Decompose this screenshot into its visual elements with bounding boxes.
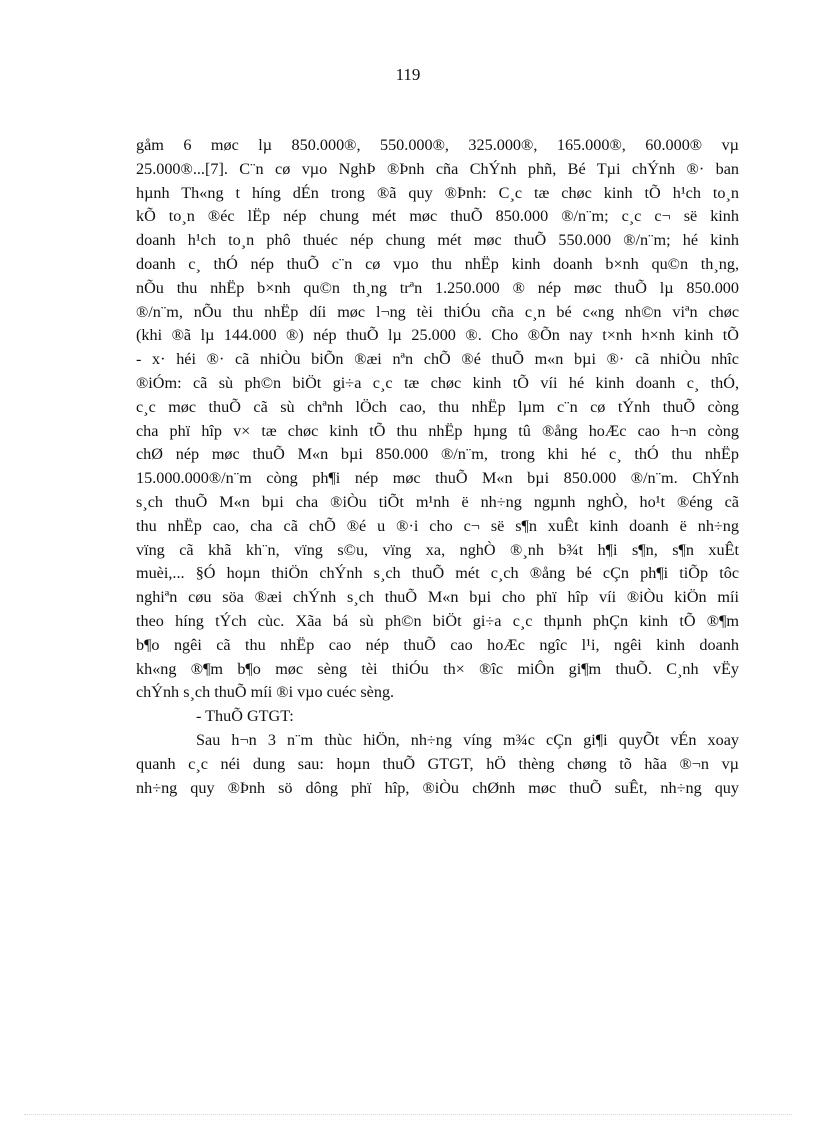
document-body: [136, 134, 739, 800]
text-line: gåm 6 møc lµ 850.000®, 550.000®, 325.000®, 165.000®, 60.000® vµ: [136, 136, 739, 154]
text-line: hµnh Th«ng t híng dÉn trong ®ã quy ®Þnh: C¸c tæ chøc kinh tÕ h¹ch to¸n: [136, 183, 739, 202]
text-line: doanh h¹ch to¸n phô thuéc nép chung mét møc thuÕ 550.000 ®/n¨m; hé kinh: [136, 231, 739, 250]
section-heading: - ThuÕ GTGT:: [196, 707, 294, 726]
text-line: (khi ®ã lµ 144.000 ®) nép thuÕ lµ 25.000 ®. Cho ®Õn nay t×nh h×nh kinh tÕ: [136, 326, 739, 345]
text-line: nÕu thu nhËp b×nh qu©n th¸ng trªn 1.250.000 ® nép møc thuÕ lµ 850.000: [136, 278, 739, 297]
text-line: kh«ng ®¶m b¶o møc sèng tèi thiÓu th× ®îc miÔn gi¶m thuÕ. C¸nh vËy: [136, 659, 739, 678]
text-line: cha phï hîp v× tæ chøc kinh tÕ thu nhËp hµng tû ®ång hoÆc cao h¬n còng: [136, 421, 739, 440]
text-line: theo híng tÝch cùc. Xãa bá sù ph©n biÖt gi÷a c¸c thµnh phÇn kinh tÕ ®¶m: [136, 611, 739, 630]
text-line: b¶o ngêi cã thu nhËp cao nép thuÕ cao hoÆc ngîc l¹i, ngêi kinh doanh: [136, 635, 739, 654]
text-line: quanh c¸c néi dung sau: hoµn thuÕ GTGT, hÖ thèng chøng tõ hãa ®¬n vµ: [136, 754, 739, 773]
text-line: s¸ch thuÕ M«n bµi cha ®iÒu tiÕt m¹nh ë nh÷ng ngµnh nghÒ, ho¹t ®éng cã: [136, 492, 739, 511]
text-line: chÝnh s¸ch thuÕ míi ®i vµo cuéc sèng.: [136, 683, 395, 702]
text-line: ®/n¨m, nÕu thu nhËp díi møc l¬ng tèi thiÓu cña c¸n bé c«ng nh©n viªn chøc: [136, 302, 739, 321]
page-bottom-divider: [24, 1114, 792, 1115]
text-line: 25.000®...[7]. C¨n cø vµo NghÞ ®Þnh cña ChÝnh phñ, Bé Tµi chÝnh ®· ban: [136, 159, 739, 178]
page-number: 119: [395, 65, 421, 84]
text-line: 15.000.000®/n¨m còng ph¶i nép møc thuÕ M«n bµi 850.000 ®/n¨m. ChÝnh: [136, 469, 739, 488]
text-line: chØ nép møc thuÕ M«n bµi 850.000 ®/n¨m, trong khi hé c¸ thÓ thu nhËp: [136, 445, 739, 464]
text-line: nghiªn cøu söa ®æi chÝnh s¸ch thuÕ M«n bµi cho phï hîp víi ®iÒu kiÖn míi: [136, 588, 739, 607]
text-line: vïng cã khã kh¨n, vïng s©u, vïng xa, nghÒ ®¸nh b¾t h¶i s¶n, s¶n xuÊt: [136, 540, 739, 559]
text-line: muèi,... §Ó hoµn thiÖn chÝnh s¸ch thuÕ mét c¸ch ®ång bé cÇn ph¶i tiÕp tôc: [136, 564, 739, 583]
text-line: doanh c¸ thÓ nép thuÕ c¨n cø vµo thu nhËp kinh doanh b×nh qu©n th¸ng,: [136, 254, 739, 273]
text-line: - x· héi ®· cã nhiÒu biÕn ®æi nªn chÕ ®é thuÕ m«n bµi ®· cã nhiÒu nhîc: [136, 350, 739, 369]
text-line: nh÷ng quy ®Þnh sö dông phï hîp, ®iÒu chØnh møc thuÕ suÊt, nh÷ng quy: [136, 778, 739, 797]
text-line: thu nhËp cao, cha cã chÕ ®é u ®·i cho c¬ së s¶n xuÊt kinh doanh ë nh÷ng: [136, 516, 739, 535]
text-line: ®iÓm: cã sù ph©n biÖt gi÷a c¸c tæ chøc kinh tÕ víi hé kinh doanh c¸ thÓ,: [136, 373, 739, 392]
text-line: Sau h¬n 3 n¨m thùc hiÖn, nh÷ng víng m¾c cÇn gi¶i quyÕt vÉn xoay: [196, 730, 739, 749]
text-line: kÕ to¸n ®éc lËp nép chung mét møc thuÕ 850.000 ®/n¨m; c¸c c¬ së kinh: [136, 207, 739, 226]
text-line: c¸c møc thuÕ cã sù chªnh lÖch cao, thu nhËp lµm c¨n cø tÝnh thuÕ còng: [136, 397, 739, 416]
